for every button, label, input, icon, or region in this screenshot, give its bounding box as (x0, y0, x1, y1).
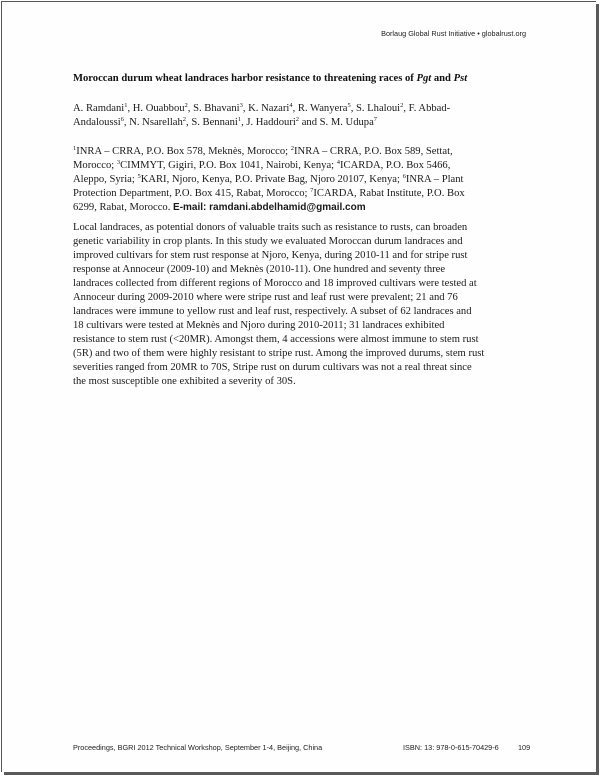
author-name: Andaloussi (73, 117, 121, 128)
paper-title (73, 73, 553, 84)
abstract-line: response at Annoceur (2009-10) and Meknès (2010-11). One hundred and seventy three (73, 264, 446, 275)
affiliation-text: Aleppo, Syria; (73, 174, 138, 185)
affiliation-marker: 5 (347, 102, 351, 109)
affiliation-line-5 (73, 201, 543, 215)
affiliation-marker: 1 (124, 102, 128, 109)
footer-proceedings: Proceedings, BGRI 2012 Technical Workshop, September 1-4, Beijing, China (73, 743, 323, 752)
affiliation-marker: 2 (182, 116, 187, 123)
abstract-line: Local landraces, as potential donors of valuable traits such as resistance to rusts, can broaden (73, 222, 468, 233)
abstract-line: landraces collected from different regions of Morocco and 18 improved cultivars were tested at (73, 278, 477, 289)
affiliation-line-3 (73, 173, 543, 187)
affiliation-marker: 2 (400, 102, 404, 109)
affiliation-marker: 4 (289, 102, 293, 109)
author-name: , S. Lhaloui (350, 103, 401, 114)
abstract (73, 221, 543, 389)
author-name: A. Ramdani (73, 103, 125, 114)
abstract-line: improved cultivars for stem rust response at Njoro, Kenya, during 2010-11 and for stripe rust (73, 250, 468, 261)
author-name: , F. Abbad- (403, 103, 451, 114)
affiliation-marker: 6 (120, 116, 124, 123)
contact-email[interactable]: ramdani.abdelhamid@gmail.com (209, 202, 366, 213)
affiliation-marker: 3 (116, 159, 121, 166)
footer-isbn: ISBN: 13: 978-0-615-70429-6 (403, 743, 499, 752)
affiliation-text: KARI, Njoro, Kenya, P.O. Private Bag, Njoro 20107, Kenya; (140, 174, 403, 185)
affiliation-line-1 (73, 145, 543, 159)
affiliation-text: INRA – CRRA, P.O. Box 578, Meknès, Morocco; (76, 146, 291, 157)
affiliation-marker: 1 (237, 116, 242, 123)
title-text: Moroccan durum wheat landraces harbor resistance to threatening races of (73, 73, 417, 84)
abstract-line: Annoceur during 2009-2010 where were stripe rust and leaf rust were prevalent; 21 and 76 (73, 292, 458, 303)
author-name: and S. M. Udupa (299, 117, 374, 128)
abstract-line: the most susceptible one exhibited a severity of 30S. (73, 376, 296, 387)
running-header: Borlaug Global Rust Initiative • globalrust.org (381, 29, 526, 38)
affiliation-text: Protection Department, P.O. Box 415, Rabat, Morocco; (73, 188, 311, 199)
affiliation-text: 6299, Rabat, Morocco. (73, 202, 174, 213)
author-name: , S. Bennani (186, 117, 238, 128)
affiliation-text: Morocco; (73, 160, 117, 171)
abstract-line: 18 cultivars were tested at Meknès and Njoro during 2010-2011; 31 landraces exhibited (73, 320, 445, 331)
affiliation-line-4 (73, 187, 543, 201)
affiliation-line-2 (73, 159, 543, 173)
author-name: , J. Haddouri (241, 117, 296, 128)
abstract-line: resistance to stem rust (<20MR). Amongst them, 4 accessions were almost immune to stem rust (73, 334, 479, 345)
abstract-line: landraces were immune to yellow rust and leaf rust, respectively. A subset of 62 landraces and (73, 306, 472, 317)
email-label: E-mail: (173, 202, 210, 213)
author-name: , R. Wanyera (292, 103, 348, 114)
affiliation-text: ICARDA, P.O. Box 5466, (340, 160, 451, 171)
affiliation-marker: 6 (402, 173, 406, 180)
affiliation-text: INRA – CRRA, P.O. Box 589, Settat, (294, 146, 453, 157)
page-number: 109 (518, 743, 531, 752)
affiliation-marker: 2 (184, 102, 188, 109)
abstract-line: severities ranged from 20MR to 70S, Stripe rust on durum cultivars was not a real threat since (73, 362, 472, 373)
affiliations (73, 145, 543, 215)
abstract-line: genetic variability in crop plants. In this study we evaluated Moroccan durum landraces and (73, 236, 463, 247)
affiliation-marker: 2 (295, 116, 300, 123)
affiliation-text: INRA – Plant (405, 174, 464, 185)
author-line-2 (73, 116, 543, 130)
author-line-1 (73, 102, 543, 116)
affiliation-marker: 2 (290, 145, 295, 152)
title-pathogen-pst: Pst (453, 73, 468, 84)
author-name: , S. Bhavani (187, 103, 240, 114)
affiliation-marker: 7 (373, 116, 378, 123)
author-name: , N. Nsarellah (123, 117, 183, 128)
title-pathogen-pgt: Pgt (416, 73, 432, 84)
document-page (1, 1, 596, 772)
affiliation-marker: 4 (336, 159, 341, 166)
affiliation-text: ICARDA, Rabat Institute, P.O. Box (313, 188, 465, 199)
title-and: and (431, 73, 454, 84)
affiliation-marker: 5 (137, 173, 141, 180)
author-list (73, 102, 543, 130)
affiliation-marker: 3 (239, 102, 243, 109)
affiliation-marker: 7 (310, 187, 314, 194)
author-name: , H. Ouabbou (127, 103, 185, 114)
affiliation-text: CIMMYT, Gigiri, P.O. Box 1041, Nairobi, Kenya; (120, 160, 337, 171)
affiliation-marker: 1 (73, 145, 77, 152)
author-name: , K. Nazari (242, 103, 290, 114)
abstract-line: (5R) and two of them were highly resistant to stripe rust. Among the improved durums, stem rust (73, 348, 485, 359)
